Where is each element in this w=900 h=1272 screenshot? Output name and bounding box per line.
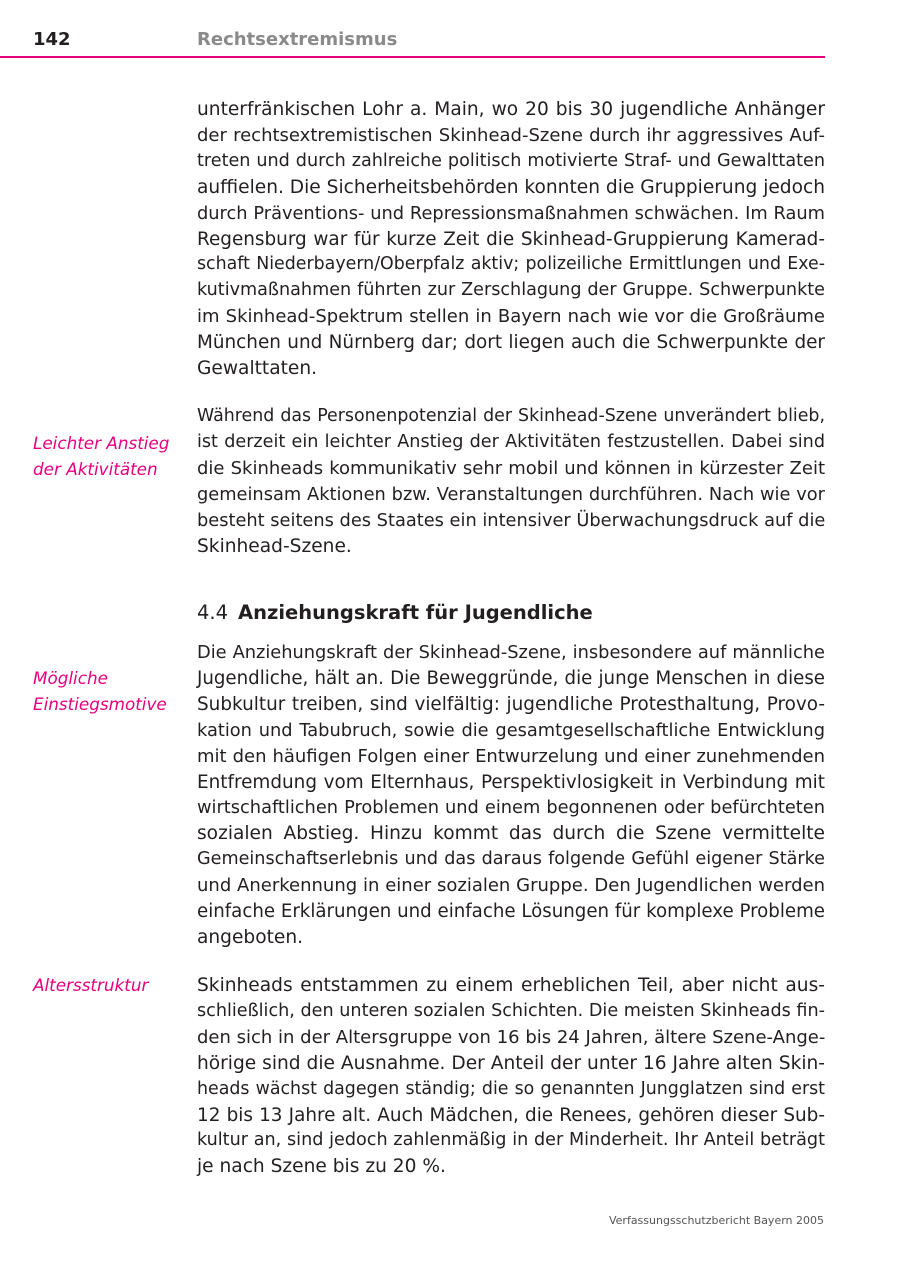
text-line: ist derzeit ein leichter Anstieg der Aktivitäten festzustellen. Dabei sind — [197, 431, 825, 452]
text-line: Während das Personenpotenzial der Skinhead-Szene unverändert blieb, — [197, 406, 825, 426]
text-line: Die Anziehungskraft der Skinhead-Szene, insbesondere auf männliche — [197, 642, 825, 663]
margin-note-line: Leichter Anstieg — [33, 433, 170, 453]
text-line: und Anerkennung in einer sozialen Gruppe. Den Jugendlichen werden — [197, 875, 825, 897]
text-line: den sich in der Altersgruppe von 16 bis 24 Jahren, ältere Szene-Ange- — [197, 1026, 826, 1048]
margin-note-anstieg — [33, 431, 183, 483]
section-heading — [197, 600, 593, 626]
text-line: unterfränkischen Lohr a. Main, wo 20 bis 30 jugendliche Anhänger — [197, 99, 825, 120]
margin-note-line: Einstiegsmotive — [33, 693, 167, 714]
paragraph-anziehungskraft — [197, 640, 825, 951]
text-line: Gewalttaten. — [197, 358, 318, 380]
text-line: Skinheads entstammen zu einem erheblichen Teil, aber nicht aus- — [197, 975, 825, 996]
paragraph-skinheads — [197, 973, 825, 1180]
text-line: wirtschaftlichen Problemen und einem begonnenen oder befürchteten — [197, 797, 825, 819]
text-line: Regensburg war für kurze Zeit die Skinhead-Gruppierung Kamerad- — [197, 228, 825, 250]
text-line: 12 bis 13 Jahre alt. Auch Mädchen, die Renees, gehören dieser Sub- — [197, 1104, 825, 1126]
text-line: Gemeinschaftserlebnis und das daraus folgende Gefühl eigener Stärke — [197, 849, 825, 870]
text-line: heads wächst dagegen ständig; die so genannten Jungglatzen sind erst — [197, 1078, 825, 1099]
text-line: kutivmaßnahmen führten zur Zerschlagung der Gruppe. Schwerpunkte — [197, 280, 825, 301]
margin-note-line: Altersstruktur — [33, 975, 149, 995]
page-footer: Verfassungsschutzbericht Bayern 2005 — [608, 1214, 824, 1227]
margin-note-altersstruktur — [33, 973, 183, 999]
text-line: gemeinsam Aktionen bzw. Veranstaltungen durchführen. Nach wie vor — [197, 483, 825, 505]
text-line: je nach Szene bis zu 20 %. — [197, 1156, 446, 1178]
page-header — [0, 0, 825, 58]
text-line: München und Nürnberg dar; dort liegen auch die Schwerpunkte der — [197, 332, 825, 354]
text-line: angeboten. — [197, 926, 304, 948]
page-number: 142 — [33, 29, 71, 50]
text-line: mit den häufigen Folgen einer Entwurzelung und einer zunehmenden — [197, 745, 825, 767]
text-line: schaft Niederbayern/Oberpfalz aktiv; polizeiliche Ermittlungen und Exe- — [197, 254, 825, 275]
text-line: hörige sind die Ausnahme. Der Anteil der unter 16 Jahre alten Skin- — [197, 1052, 825, 1074]
running-title: Rechtsextremismus — [197, 29, 398, 50]
section-title: Anziehungskraft für Jugendliche — [238, 601, 593, 624]
text-line: Skinhead-Szene. — [197, 535, 352, 557]
text-line: schließlich, den unteren sozialen Schichten. Die meisten Skinheads fin- — [197, 1000, 825, 1021]
text-line: sozialen Abstieg. Hinzu kommt das durch die Szene vermittelte — [197, 823, 825, 845]
text-line: einfache Erklärungen und einfache Lösungen für komplexe Probleme — [197, 901, 825, 923]
text-line: die Skinheads kommunikativ sehr mobil und können in kürzester Zeit — [197, 457, 825, 479]
section-number: 4.4 — [197, 601, 229, 624]
margin-note-line: Mögliche — [33, 668, 108, 688]
text-line: kultur an, sind jedoch zahlenmäßig in der Minderheit. Ihr Anteil beträgt — [197, 1130, 825, 1151]
paragraph-lohr — [197, 97, 825, 382]
text-line: im Skinhead-Spektrum stellen in Bayern nach wie vor die Großräume — [197, 306, 825, 328]
text-line: durch Präventions- und Repressionsmaßnahmen schwächen. Im Raum — [197, 202, 825, 224]
text-line: kation und Tabubruch, sowie die gesamtgesellschaftliche Entwicklung — [197, 719, 825, 741]
header-rule — [0, 56, 825, 58]
text-line: treten und durch zahlreiche politisch motivierte Straf- und Gewalttaten — [197, 150, 825, 171]
text-line: Jugendliche, hält an. Die Beweggründe, die junge Menschen in diese — [197, 667, 825, 689]
text-line: der rechtsextremistischen Skinhead-Szene durch ihr aggressives Auf- — [197, 124, 825, 146]
paragraph-personenpotenzial — [197, 404, 825, 559]
text-line: Entfremdung vom Elternhaus, Perspektivlosigkeit in Verbindung mit — [197, 771, 825, 793]
text-line: Subkultur treiben, sind vielfältig: jugendliche Protesthaltung, Provo- — [197, 693, 825, 715]
margin-note-line: der Aktivitäten — [33, 458, 158, 479]
text-line: auffielen. Die Sicherheitsbehörden konnten die Gruppierung jedoch — [197, 176, 825, 198]
text-line: besteht seitens des Staates ein intensiver Überwachungsdruck auf die — [197, 509, 826, 531]
margin-note-motive — [33, 666, 183, 718]
